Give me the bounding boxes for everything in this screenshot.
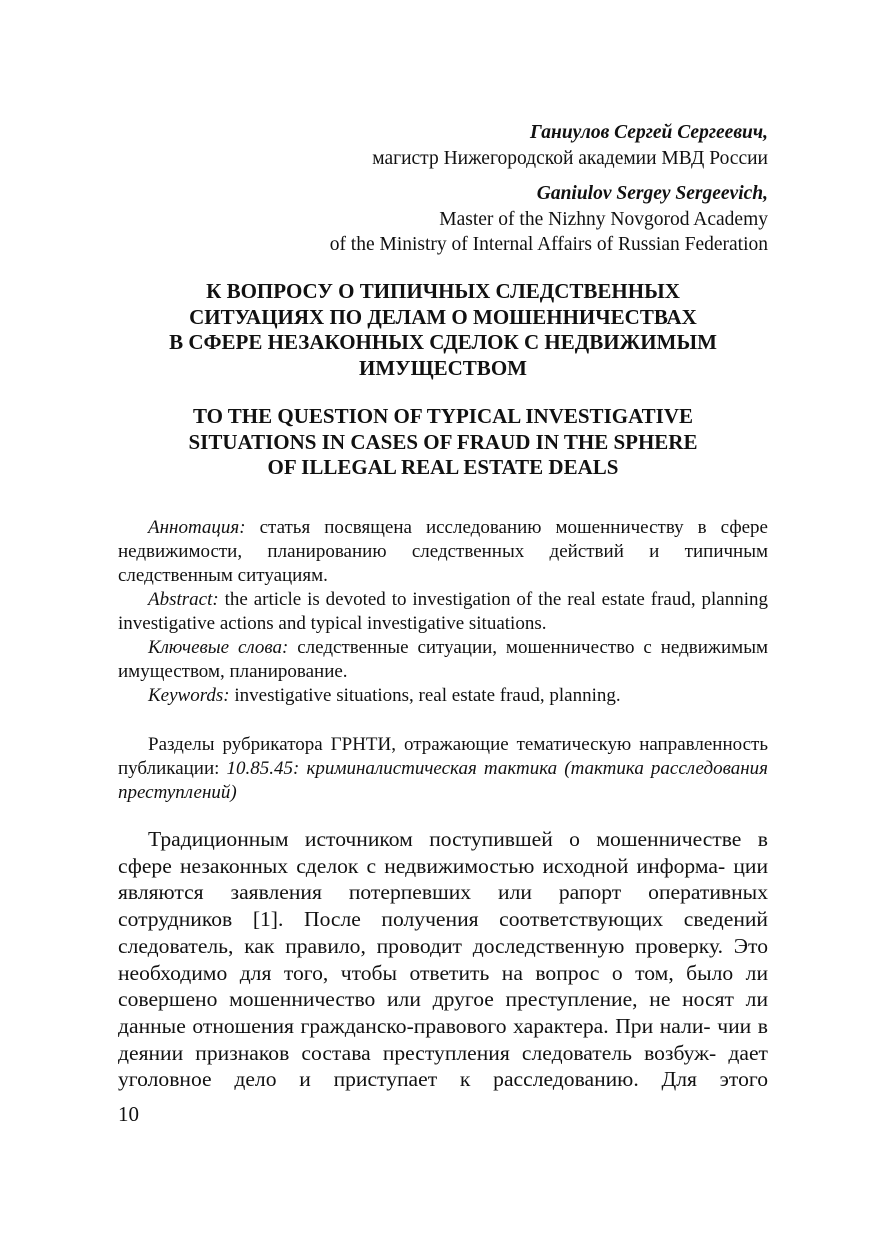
body-line: сотрудников [1]. После получения соответствующих сведений	[118, 907, 768, 932]
author-affiliation-ru: магистр Нижегородской академии МВД России	[372, 148, 768, 169]
body-paragraph	[118, 826, 768, 1093]
author-name-ru: Ганиулов Сергей Сергеевич,	[529, 122, 768, 143]
title-block	[118, 279, 768, 481]
body-line: совершено мошенничество или другое преступление, не носят ли	[118, 987, 768, 1012]
author-affiliation-en-line1: Master of the Nizhny Novgorod Academy	[439, 209, 768, 230]
body-line: Традиционным источником поступившей о мошенничестве	[148, 827, 742, 851]
title-en	[118, 404, 768, 481]
title-ru-line: ИМУЩЕСТВОМ	[359, 355, 527, 380]
abstract-block	[118, 516, 768, 708]
keywords-ru-text: следственные ситуации, мошенничество с недвижимым имуществом, планирование.	[118, 637, 768, 682]
title-ru-line: К ВОПРОСУ О ТИПИЧНЫХ СЛЕДСТВЕННЫХ	[206, 279, 680, 303]
body-line: Это необходимо для того, чтобы ответить на вопрос о том, было ли	[118, 933, 768, 985]
author-affiliation-en-line2: of the Ministry of Internal Affairs of Russian Federation	[329, 234, 768, 255]
title-en-line: SITUATIONS IN CASES OF FRAUD IN THE SPHERE	[188, 429, 698, 454]
rubric-code: 10.85.45: криминалистическая тактика (тактика расследования преступлений)	[118, 758, 769, 803]
author-block-en	[250, 181, 768, 257]
annotation-text: статья посвящена исследованию мошенничеству в сфере недвижимости, планированию следственных действий и типичным следственным ситуациям.	[118, 517, 768, 586]
title-ru-line: СИТУАЦИЯХ ПО ДЕЛАМ О МОШЕННИЧЕСТВАХ	[189, 304, 697, 329]
abstract-paragraph	[118, 588, 768, 636]
keywords-en-paragraph	[118, 684, 768, 708]
abstract-label: Abstract:	[148, 589, 219, 610]
annotation-paragraph	[118, 516, 768, 588]
body-line: данные отношения гражданско-правового характера. При нали-	[118, 1013, 711, 1038]
rubric-paragraph	[118, 733, 768, 805]
body-line: в сфере незаконных сделок с недвижимостью исходной информа-	[118, 827, 768, 878]
title-en-line: TO THE QUESTION OF TYPICAL INVESTIGATIVE	[192, 404, 694, 428]
keywords-en-text: investigative situations, real estate fraud, planning.	[229, 685, 621, 706]
author-name-en: Ganiulov Sergey Sergeevich,	[536, 183, 768, 204]
body-line: дает уголовное дело и приступает к расследованию. Для этого	[118, 1040, 768, 1092]
author-block	[250, 120, 768, 257]
title-ru-line: В СФЕРЕ НЕЗАКОННЫХ СДЕЛОК С НЕДВИЖИМЫМ	[169, 330, 717, 354]
abstract-text: the article is devoted to investigation of the real estate fraud, planning investigative actions and typical investigative situations.	[118, 589, 768, 634]
title-en-line: OF ILLEGAL REAL ESTATE DEALS	[267, 455, 619, 479]
rubric-prefix: Разделы рубрикатора ГРНТИ, отражающие тематическую направленность публикации:	[118, 734, 768, 779]
body-line: ции являются заявления потерпевших или рапорт оперативных	[118, 853, 768, 905]
body-line: чии в деянии признаков состава преступления следователь возбуж-	[118, 1013, 768, 1065]
body-line: следователь, как правило, проводит доследственную проверку.	[118, 933, 724, 958]
keywords-ru-paragraph	[118, 636, 768, 684]
keywords-ru-label: Ключевые слова:	[148, 637, 289, 658]
page-number: 10	[118, 1102, 139, 1126]
title-ru	[118, 279, 768, 381]
keywords-en-label: Keywords:	[148, 685, 230, 706]
annotation-label: Аннотация:	[148, 517, 246, 538]
